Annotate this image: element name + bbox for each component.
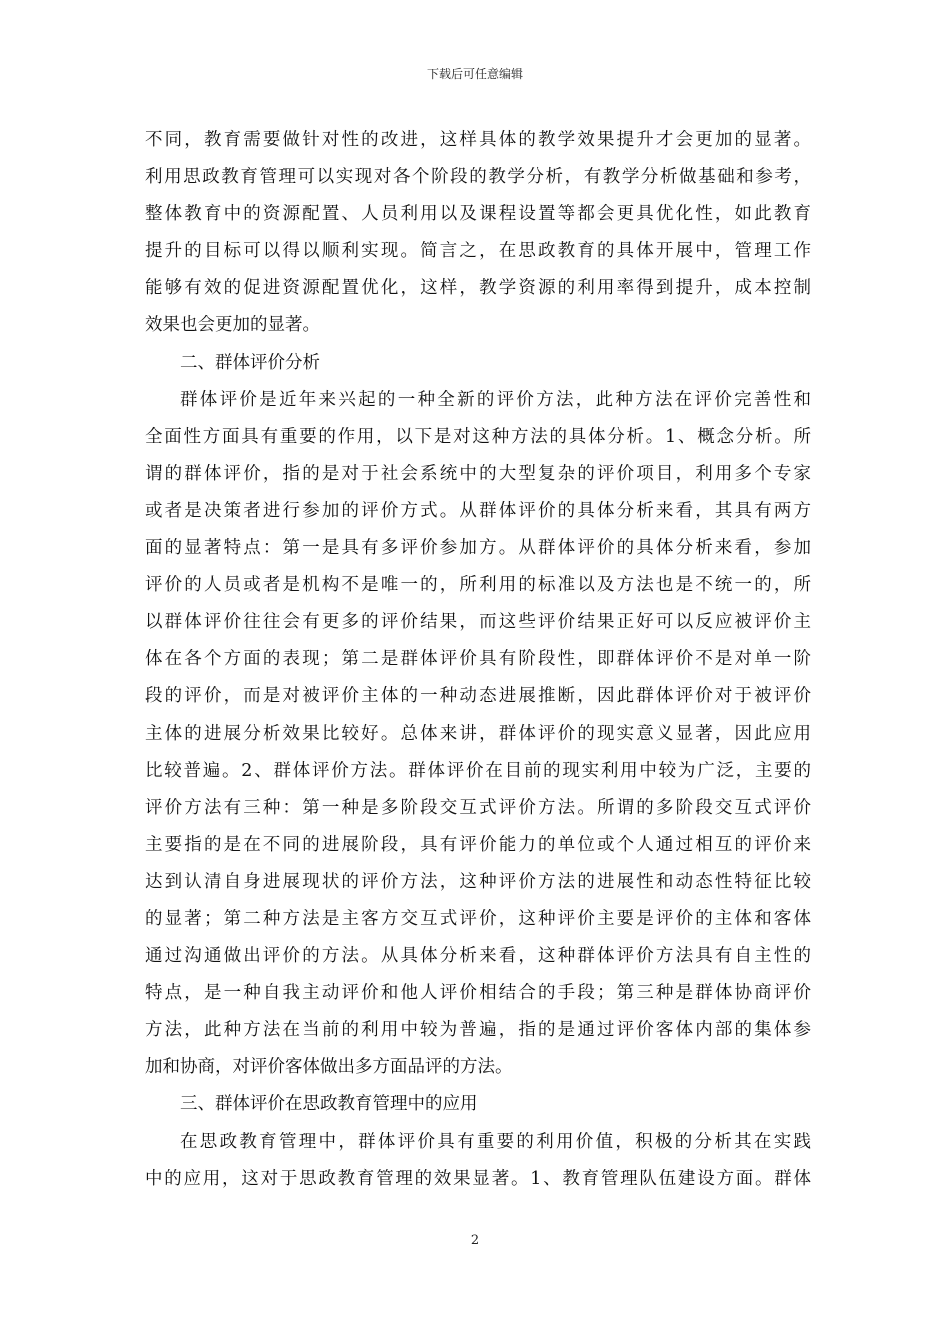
section-heading: 三、群体评价在思政教育管理中的应用 xyxy=(180,1094,478,1115)
text-line: 整体教育中的资源配置、人员利用以及课程设置等都会更具优化性，如此教育 xyxy=(145,204,811,225)
text-line: 达到认清自身进展现状的评价方法，这种评价方法的进展性和动态性特征比较 xyxy=(145,871,811,892)
text-line: 以群体评价往往会有更多的评价结果，而这些评价结果正好可以反应被评价主 xyxy=(145,612,811,633)
text-line: 不同，教育需要做针对性的改进，这样具体的教学效果提升才会更加的显著。 xyxy=(145,130,811,150)
text-line: 评价方法有三种：第一种是多阶段交互式评价方法。所谓的多阶段交互式评价 xyxy=(145,797,811,818)
text-line: 或者是决策者进行参加的评价方式。从群体评价的具体分析来看，其具有两方 xyxy=(145,500,811,521)
text-line: 的显著；第二种方法是主客方交互式评价，这种评价主要是评价的主体和客体 xyxy=(145,908,811,929)
page-number: 2 xyxy=(470,1233,480,1248)
text-line: 效果也会更加的显著。 xyxy=(145,315,320,336)
text-line: 提升的目标可以得以顺利实现。简言之，在思政教育的具体开展中，管理工作 xyxy=(145,241,811,262)
page-header: 下载后可任意编辑 xyxy=(426,67,523,81)
text-line: 群体评价是近年来兴起的一种全新的评价方法，此种方法在评价完善性和 xyxy=(180,389,811,410)
text-line: 利用思政教育管理可以实现对各个阶段的教学分析，有教学分析做基础和参考， xyxy=(145,167,811,188)
text-line: 能够有效的促进资源配置优化，这样，教学资源的利用率得到提升，成本控制 xyxy=(145,278,811,299)
text-line: 加和协商，对评价客体做出多方面品评的方法。 xyxy=(145,1057,513,1078)
document-body xyxy=(145,122,811,1198)
section-heading: 二、群体评价分析 xyxy=(180,352,320,373)
text-line: 方法，此种方法在当前的利用中较为普遍，指的是通过评价客体内部的集体参 xyxy=(145,1020,811,1041)
text-line: 在思政教育管理中，群体评价具有重要的利用价值，积极的分析其在实践 xyxy=(180,1131,811,1152)
text-line: 通过沟通做出评价的方法。从具体分析来看，这种群体评价方法具有自主性的 xyxy=(145,946,811,967)
text-line: 段的评价，而是对被评价主体的一种动态进展推断，因此群体评价对于被评价 xyxy=(145,686,811,707)
text-line: 主体的进展分析效果比较好。总体来讲，群体评价的现实意义显著，因此应用 xyxy=(145,723,811,744)
text-line: 评价的人员或者是机构不是唯一的，所利用的标准以及方法也是不统一的，所 xyxy=(145,575,811,596)
text-line: 主要指的是在不同的进展阶段，具有评价能力的单位或个人通过相互的评价来 xyxy=(145,834,811,855)
text-line: 全面性方面具有重要的作用，以下是对这种方法的具体分析。1、概念分析。所 xyxy=(145,426,811,447)
text-line: 面的显著特点：第一是具有多评价参加方。从群体评价的具体分析来看，参加 xyxy=(145,538,811,559)
text-line: 谓的群体评价，指的是对于社会系统中的大型复杂的评价项目，利用多个专家 xyxy=(145,463,811,484)
text-line: 体在各个方面的表现；第二是群体评价具有阶段性，即群体评价不是对单一阶 xyxy=(145,649,811,670)
text-line: 中的应用，这对于思政教育管理的效果显著。1、教育管理队伍建设方面。群体 xyxy=(145,1168,811,1189)
text-line: 特点，是一种自我主动评价和他人评价相结合的手段；第三种是群体协商评价 xyxy=(145,983,811,1004)
text-line: 比较普遍。2、群体评价方法。群体评价在目前的现实利用中较为广泛，主要的 xyxy=(145,760,811,781)
